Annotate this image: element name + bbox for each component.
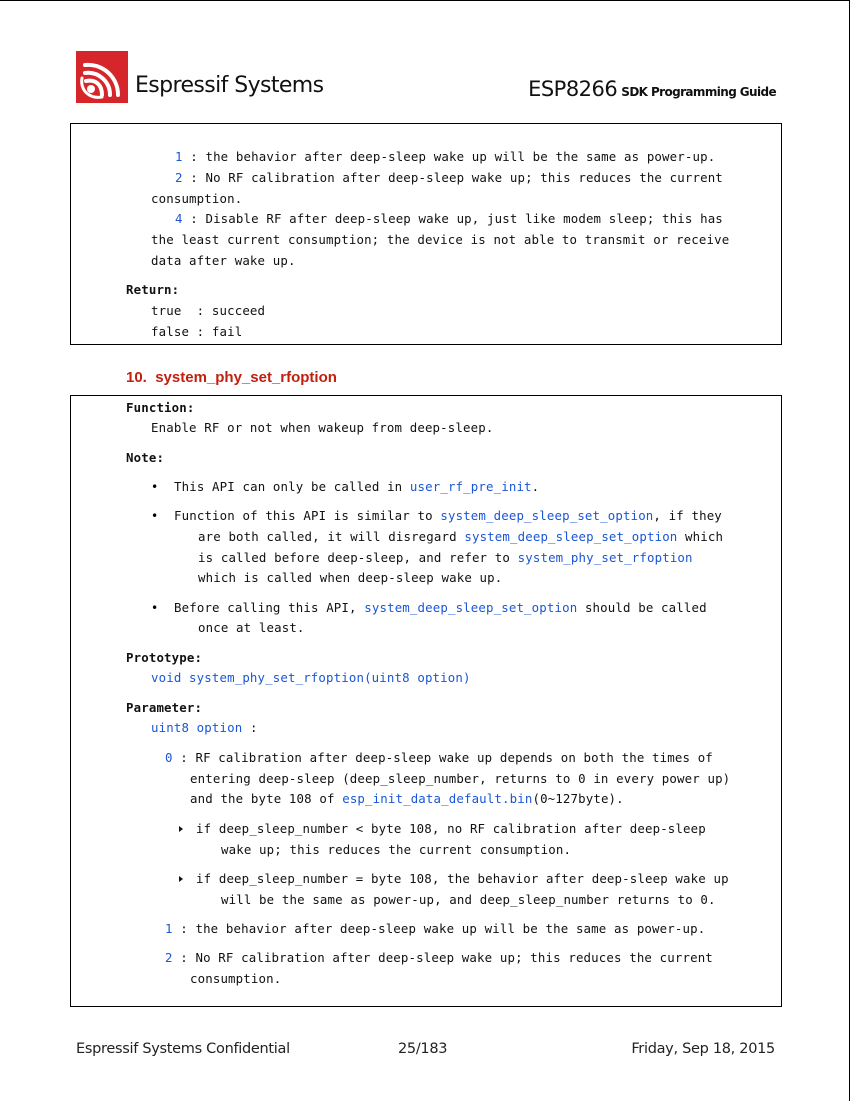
prototype-label: Prototype: xyxy=(126,650,203,665)
note-3-line-2: once at least. xyxy=(198,620,305,635)
sub-case-2-line-1: if deep_sleep_number = byte 108, the behavior after deep-sleep wake up xyxy=(196,871,729,886)
sub-case-1-line-2: wake up; this reduces the current consumption. xyxy=(221,842,572,857)
return-true: true : succeed xyxy=(151,303,266,318)
section-heading: 10. system_phy_set_rfoption xyxy=(126,369,337,386)
return-label: Return: xyxy=(126,282,180,297)
parameter-label: Parameter: xyxy=(126,700,203,715)
triangle-bullet-icon xyxy=(179,826,183,832)
prototype-signature: void system_phy_set_rfoption(uint8 option) xyxy=(151,670,471,685)
option-2-line: 2 : No RF calibration after deep-sleep wake up; this reduces the current xyxy=(165,950,713,965)
option-0-line-3: and the byte 108 of esp_init_data_default.bin(0~127byte). xyxy=(190,791,624,806)
note-2-line-3: is called before deep-sleep, and refer to system_phy_set_rfoption xyxy=(198,550,693,565)
link-esp-init-data-default-bin[interactable]: esp_init_data_default.bin xyxy=(342,791,533,806)
footer-confidential: Espressif Systems Confidential xyxy=(76,1041,290,1057)
option-2-line: 2 : No RF calibration after deep-sleep wake up; this reduces the current xyxy=(175,170,723,185)
option-4-cont-1: the least current consumption; the device is not able to transmit or receive xyxy=(151,232,730,247)
link-user-rf-pre-init[interactable]: user_rf_pre_init xyxy=(409,479,532,494)
bullet-icon: • xyxy=(151,480,159,494)
function-text: Enable RF or not when wakeup from deep-sleep. xyxy=(151,420,494,435)
note-label: Note: xyxy=(126,450,165,465)
footer-page-number: 25/183 xyxy=(398,1041,448,1057)
option-1-line: 1 : the behavior after deep-sleep wake up will be the same as power-up. xyxy=(175,149,716,164)
bullet-icon: • xyxy=(151,601,159,615)
option-2-cont: consumption. xyxy=(190,971,282,986)
option-2-cont: consumption. xyxy=(151,191,243,206)
note-2-line-1: Function of this API is similar to system_deep_sleep_set_option, if they xyxy=(174,508,722,523)
option-1-line: 1 : the behavior after deep-sleep wake up will be the same as power-up. xyxy=(165,921,706,936)
note-3-line-1: Before calling this API, system_deep_sleep_set_option should be called xyxy=(174,600,707,615)
link-system-deep-sleep-set-option[interactable]: system_deep_sleep_set_option xyxy=(364,600,578,615)
link-system-deep-sleep-set-option[interactable]: system_deep_sleep_set_option xyxy=(440,508,654,523)
option-0-line-2: entering deep-sleep (deep_sleep_number, returns to 0 in every power up) xyxy=(190,771,731,786)
function-label: Function: xyxy=(126,400,195,415)
footer-date: Friday, Sep 18, 2015 xyxy=(631,1041,775,1057)
bullet-icon: • xyxy=(151,509,159,523)
brand-name: Espressif Systems xyxy=(135,73,324,98)
option-4-line: 4 : Disable RF after deep-sleep wake up, just like modem sleep; this has xyxy=(175,211,723,226)
note-1: This API can only be called in user_rf_pre_init. xyxy=(174,479,540,494)
espressif-logo-icon xyxy=(76,51,128,103)
document-title xyxy=(528,77,776,101)
return-false: false : fail xyxy=(151,324,243,339)
sub-case-1-line-1: if deep_sleep_number < byte 108, no RF calibration after deep-sleep xyxy=(196,821,706,836)
note-2-line-2: are both called, it will disregard system_deep_sleep_set_option which xyxy=(198,529,724,544)
link-system-deep-sleep-set-option[interactable]: system_deep_sleep_set_option xyxy=(464,529,678,544)
note-2-line-4: which is called when deep-sleep wake up. xyxy=(198,570,503,585)
sub-case-2-line-2: will be the same as power-up, and deep_sleep_number returns to 0. xyxy=(221,892,716,907)
param-name: uint8 option : xyxy=(151,720,258,735)
option-4-cont-2: data after wake up. xyxy=(151,253,296,268)
option-0-line-1: 0 : RF calibration after deep-sleep wake up depends on both the times of xyxy=(165,750,713,765)
doc-title-main: ESP8266 xyxy=(528,77,618,101)
doc-title-sub: SDK Programming Guide xyxy=(621,85,776,99)
link-system-phy-set-rfoption[interactable]: system_phy_set_rfoption xyxy=(517,550,693,565)
triangle-bullet-icon xyxy=(179,876,183,882)
